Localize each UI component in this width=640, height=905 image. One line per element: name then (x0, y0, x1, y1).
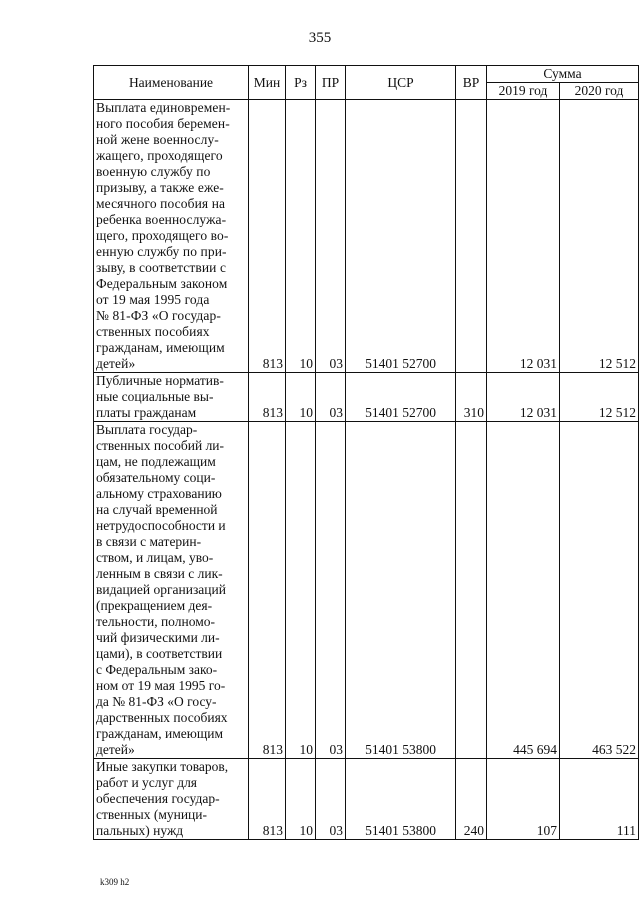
row-csr: 51401 53800 (346, 422, 456, 759)
header-year-2020: 2020 год (560, 83, 639, 100)
page-number: 355 (308, 30, 332, 46)
row-name: Публичные норматив- ные социальные вы- платы гражданам (94, 373, 249, 422)
row-name: Выплата государ- ственных пособий ли- цам, не подлежащим обязательному соци- альному страхованию на случай временной нетрудоспособности и в связи с материн- ством, и лицам, уво- ленным в связи с лик- видацией организаций (прекращением дея- тельности, полномо- чий физическими ли- цами), в соответствии с Федеральным зако- ном от 19 мая 1995 го- да № 81-ФЗ «О госу- дарственных пособиях гражданам, имеющим детей» (94, 422, 249, 759)
row-sum-2020: 12 512 (560, 373, 639, 422)
row-pr: 03 (316, 373, 346, 422)
header-csr: ЦСР (346, 66, 456, 100)
row-rz: 10 (286, 373, 316, 422)
footer-code: k309 h2 (100, 877, 130, 887)
row-min: 813 (249, 422, 286, 759)
row-csr: 51401 52700 (346, 100, 456, 373)
row-csr: 51401 52700 (346, 373, 456, 422)
row-pr: 03 (316, 759, 346, 840)
row-sum-2019: 12 031 (487, 373, 560, 422)
header-year-2019: 2019 год (487, 83, 560, 100)
row-sum-2020: 111 (560, 759, 639, 840)
table-row (94, 422, 639, 759)
row-pr: 03 (316, 100, 346, 373)
row-pr: 03 (316, 422, 346, 759)
row-sum-2020: 12 512 (560, 100, 639, 373)
table-row (94, 373, 639, 422)
row-vr (456, 422, 487, 759)
row-vr: 310 (456, 373, 487, 422)
row-name: Иные закупки товаров, работ и услуг для обеспечения государ- ственных (муници- пальных) нужд (94, 759, 249, 840)
row-min: 813 (249, 759, 286, 840)
header-name: Наименование (94, 66, 249, 100)
row-rz: 10 (286, 422, 316, 759)
header-row-top (94, 66, 639, 83)
row-rz: 10 (286, 759, 316, 840)
header-min: Мин (249, 66, 286, 100)
row-name: Выплата единовремен- ного пособия беремен- ной жене военнослу- жащего, проходящего военную службу по призыву, а также еже- месячного пособия на ребенка военнослужа- щего, проходящего во- енную службу по при- зыву, в соответствии с Федеральным законом от 19 мая 1995 года № 81-ФЗ «О государ- ственных пособиях гражданам, имеющим детей» (94, 100, 249, 373)
row-sum-2019: 445 694 (487, 422, 560, 759)
header-pr: ПР (316, 66, 346, 100)
header-rz: Рз (286, 66, 316, 100)
budget-table (93, 65, 639, 840)
row-csr: 51401 53800 (346, 759, 456, 840)
row-sum-2020: 463 522 (560, 422, 639, 759)
row-sum-2019: 12 031 (487, 100, 560, 373)
row-vr: 240 (456, 759, 487, 840)
table-row (94, 100, 639, 373)
header-vr: ВР (456, 66, 487, 100)
row-rz: 10 (286, 100, 316, 373)
row-min: 813 (249, 100, 286, 373)
row-vr (456, 100, 487, 373)
row-min: 813 (249, 373, 286, 422)
header-sum: Сумма (487, 66, 639, 83)
row-sum-2019: 107 (487, 759, 560, 840)
table-row (94, 759, 639, 840)
